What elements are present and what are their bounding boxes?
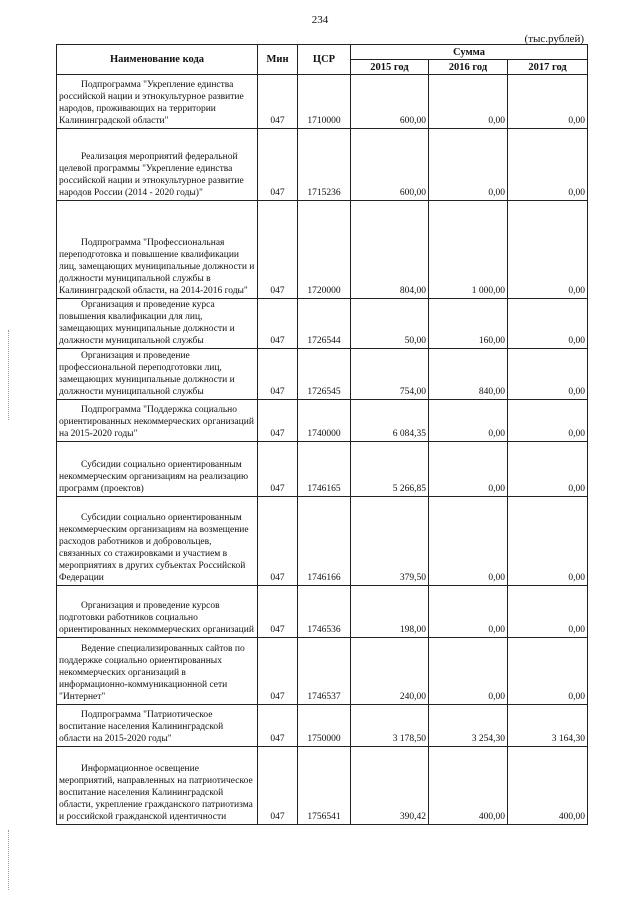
row-2017: 0,00 bbox=[508, 497, 588, 586]
units-label: (тыс.рублей) bbox=[524, 33, 584, 45]
row-csr: 1746536 bbox=[298, 586, 351, 638]
row-2016: 0,00 bbox=[429, 129, 508, 201]
table-row bbox=[57, 75, 588, 129]
row-2015: 5 266,85 bbox=[351, 442, 429, 497]
row-2016: 0,00 bbox=[429, 400, 508, 442]
row-csr: 1715236 bbox=[298, 129, 351, 201]
row-2015: 390,42 bbox=[351, 747, 429, 825]
row-name: Субсидии социально ориентированным некоммерческим организациям на реализацию программ (проектов) bbox=[59, 460, 249, 494]
budget-table bbox=[56, 44, 588, 825]
row-2016: 840,00 bbox=[429, 349, 508, 400]
row-2016: 1 000,00 bbox=[429, 201, 508, 299]
row-min: 047 bbox=[258, 299, 298, 349]
row-2015: 240,00 bbox=[351, 638, 429, 705]
row-2015: 754,00 bbox=[351, 349, 429, 400]
row-min: 047 bbox=[258, 705, 298, 747]
page-number: 234 bbox=[311, 14, 329, 26]
row-2015: 804,00 bbox=[351, 201, 429, 299]
row-name: Организация и проведение курсов подготовки работников социально ориентированных некоммерческих организаций bbox=[59, 601, 254, 635]
header-2017: 2017 год bbox=[508, 60, 588, 75]
row-csr: 1740000 bbox=[298, 400, 351, 442]
row-csr: 1746537 bbox=[298, 638, 351, 705]
header-2015: 2015 год bbox=[351, 60, 429, 75]
row-2016: 0,00 bbox=[429, 497, 508, 586]
table-row bbox=[57, 586, 588, 638]
row-2015: 379,50 bbox=[351, 497, 429, 586]
row-min: 047 bbox=[258, 75, 298, 129]
row-2016: 0,00 bbox=[429, 442, 508, 497]
row-min: 047 bbox=[258, 747, 298, 825]
row-2015: 600,00 bbox=[351, 129, 429, 201]
row-2015: 6 084,35 bbox=[351, 400, 429, 442]
header-name: Наименование кода bbox=[57, 45, 258, 75]
row-name: Субсидии социально ориентированным некоммерческим организациям на возмещение расходов работников и добровольцев, связанных со стажировками и участием в мероприятиях в других субъектах Российской Федерации bbox=[59, 513, 249, 583]
row-name: Подпрограмма "Поддержка социально ориентированных некоммерческих организаций на 2015-2020 годы" bbox=[59, 405, 254, 439]
table-row bbox=[57, 497, 588, 586]
table-row bbox=[57, 747, 588, 825]
row-csr: 1750000 bbox=[298, 705, 351, 747]
row-min: 047 bbox=[258, 442, 298, 497]
scan-edge-mark bbox=[8, 830, 10, 890]
row-name: Информационное освещение мероприятий, направленных на патриотическое воспитание населения Калининградской области, укрепление гражданского патриотизма и российской гражданской идентичности bbox=[59, 764, 253, 822]
row-csr: 1726544 bbox=[298, 299, 351, 349]
row-2015: 198,00 bbox=[351, 586, 429, 638]
row-2017: 3 164,30 bbox=[508, 705, 588, 747]
row-2016: 160,00 bbox=[429, 299, 508, 349]
scan-edge-mark bbox=[8, 330, 10, 420]
row-2016: 0,00 bbox=[429, 75, 508, 129]
row-min: 047 bbox=[258, 349, 298, 400]
table-row bbox=[57, 299, 588, 349]
row-2015: 3 178,50 bbox=[351, 705, 429, 747]
table-row bbox=[57, 349, 588, 400]
row-name: Подпрограмма "Патриотическое воспитание населения Калининградской области на 2015-2020 годы" bbox=[59, 710, 224, 744]
row-min: 047 bbox=[258, 400, 298, 442]
row-min: 047 bbox=[258, 201, 298, 299]
table-row bbox=[57, 705, 588, 747]
row-csr: 1710000 bbox=[298, 75, 351, 129]
row-name: Подпрограмма "Укрепление единства российской нации и этнокультурное развитие народов, проживающих на территории Калининградской области" bbox=[59, 80, 244, 126]
row-2016: 0,00 bbox=[429, 638, 508, 705]
header-2016: 2016 год bbox=[429, 60, 508, 75]
header-csr: ЦСР bbox=[298, 45, 351, 75]
row-2017: 0,00 bbox=[508, 400, 588, 442]
header-sum: Сумма bbox=[351, 45, 588, 60]
row-2017: 0,00 bbox=[508, 129, 588, 201]
table-row bbox=[57, 129, 588, 201]
row-name: Организация и проведение профессиональной переподготовки лиц, замещающих муниципальные должности и должности муниципальной службы bbox=[59, 351, 235, 397]
row-2017: 0,00 bbox=[508, 586, 588, 638]
row-min: 047 bbox=[258, 586, 298, 638]
table-row bbox=[57, 442, 588, 497]
row-name: Подпрограмма "Профессиональная переподготовка и повышение квалификации лиц, замещающих муниципальные должности и должности муниципальной службы в Калининградской области, на 2014-2016 годы" bbox=[59, 238, 255, 296]
row-2015: 600,00 bbox=[351, 75, 429, 129]
row-min: 047 bbox=[258, 497, 298, 586]
row-2017: 0,00 bbox=[508, 75, 588, 129]
row-min: 047 bbox=[258, 638, 298, 705]
row-csr: 1726545 bbox=[298, 349, 351, 400]
row-2017: 0,00 bbox=[508, 638, 588, 705]
row-2017: 0,00 bbox=[508, 442, 588, 497]
row-2015: 50,00 bbox=[351, 299, 429, 349]
row-name: Реализация мероприятий федеральной целевой программы "Укрепление единства российской нации и этнокультурное развитие народов России (2014 - 2020 годы)" bbox=[59, 152, 244, 198]
row-2016: 0,00 bbox=[429, 586, 508, 638]
row-2017: 400,00 bbox=[508, 747, 588, 825]
row-csr: 1746165 bbox=[298, 442, 351, 497]
row-name: Ведение специализированных сайтов по поддержке социально ориентированных некоммерческих организаций в информационно-коммуникационной сети "Интернет" bbox=[59, 644, 245, 702]
row-csr: 1720000 bbox=[298, 201, 351, 299]
row-2017: 0,00 bbox=[508, 201, 588, 299]
row-2017: 0,00 bbox=[508, 349, 588, 400]
table-row bbox=[57, 638, 588, 705]
header-min: Мин bbox=[258, 45, 298, 75]
table-row bbox=[57, 400, 588, 442]
row-csr: 1756541 bbox=[298, 747, 351, 825]
row-2016: 3 254,30 bbox=[429, 705, 508, 747]
row-min: 047 bbox=[258, 129, 298, 201]
table-row bbox=[57, 201, 588, 299]
row-2016: 400,00 bbox=[429, 747, 508, 825]
row-csr: 1746166 bbox=[298, 497, 351, 586]
row-2017: 0,00 bbox=[508, 299, 588, 349]
row-name: Организация и проведение курса повышения квалификации для лиц, замещающих муниципальные должности и должности муниципальной службы bbox=[59, 300, 235, 346]
